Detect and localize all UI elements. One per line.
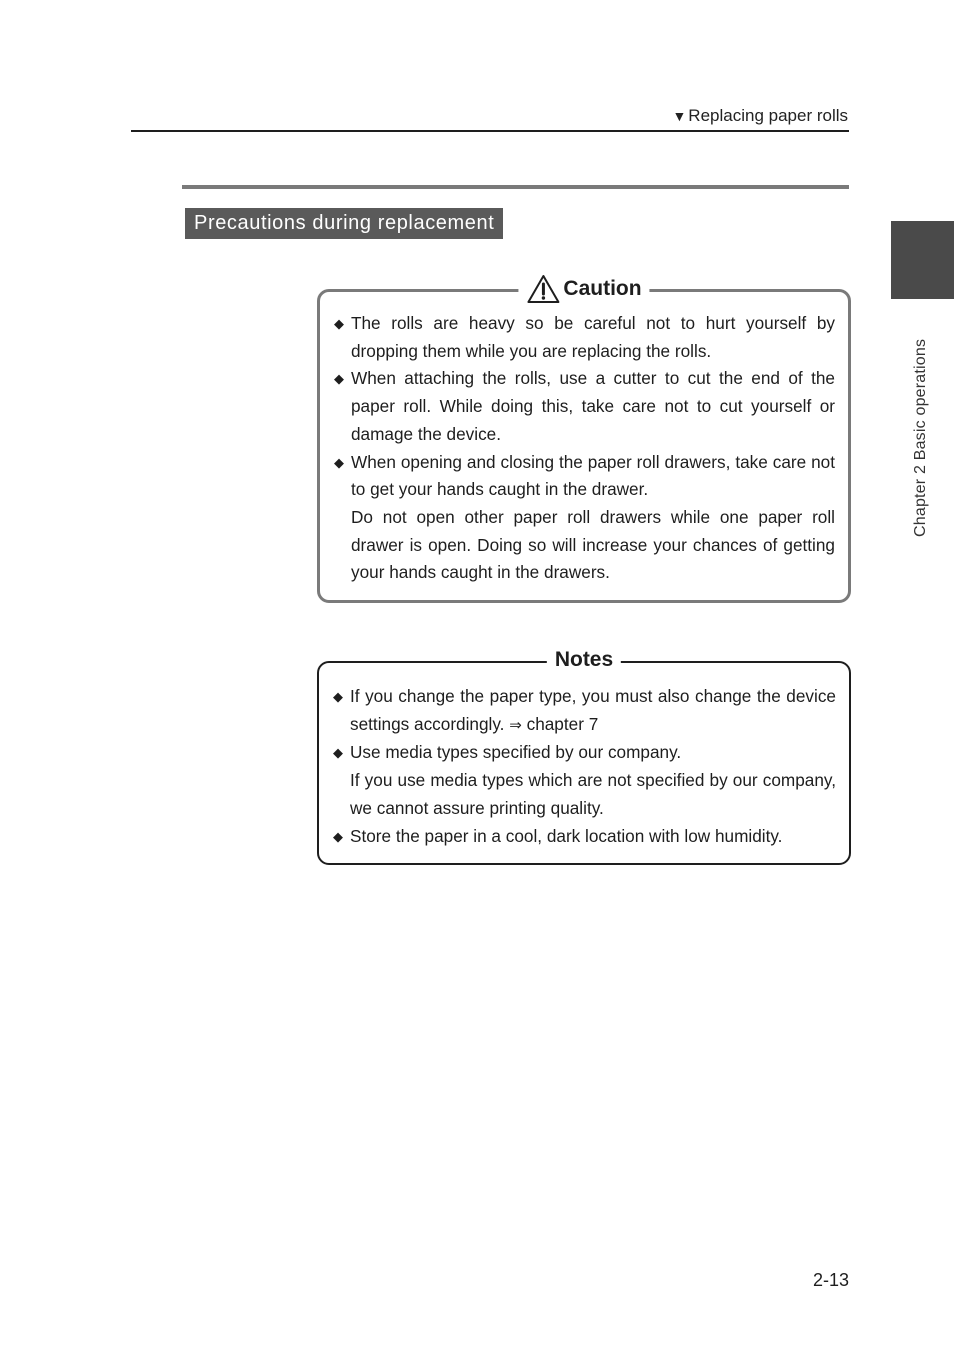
down-triangle-icon: ▼ [672,108,687,124]
caution-item-text: When opening and closing the paper roll drawers, take care not to get your hands caught in the drawer. [351,451,835,500]
section-divider [182,185,849,189]
running-header [672,106,848,126]
note-item [333,739,836,822]
note-item-text [350,683,836,739]
caution-item-text: The rolls are heavy so be careful not to hurt yourself by dropping them while you are replacing the rolls. [351,313,835,361]
diamond-bullet-icon: ◆ [334,316,344,331]
caution-title: Caution [563,277,642,300]
caution-item [334,365,835,448]
note-item-text: Store the paper in a cool, dark location with low humidity. [350,825,783,846]
caution-item-text: When attaching the rolls, use a cutter to cut the end of the paper roll. While doing this, take care not to cut yourself or damage the device. [351,368,835,444]
caution-list [334,310,835,587]
caution-item-text: Do not open other paper roll drawers while one paper roll drawer is open. Doing so will increase your chances of getting your hands caught in the drawers. [351,506,835,583]
caution-heading [518,274,649,304]
header-divider [131,130,849,132]
chapter-reference: chapter 7 [526,713,599,734]
chapter-tab [891,221,954,299]
diamond-bullet-icon: ◆ [333,689,343,704]
caution-box [317,277,851,603]
diamond-bullet-icon: ◆ [334,371,344,387]
notes-list [333,683,836,850]
note-item [333,683,836,739]
section-title: Precautions during replacement [185,208,503,239]
diamond-bullet-icon: ◆ [333,745,343,761]
chapter-side-label: Chapter 2 Basic operations [912,338,929,537]
notes-heading [547,648,621,672]
notes-title: Notes [554,648,614,671]
notes-box [317,648,851,865]
running-header-title: Replacing paper rolls [688,106,848,125]
diamond-bullet-icon: ◆ [333,828,343,844]
right-double-arrow-icon: ⇒ [509,716,522,734]
warning-triangle-icon [526,274,560,304]
note-item-text: If you use media types which are not specified by our company, we cannot assure printing quality. [350,770,836,818]
page-number: 2-13 [812,1270,849,1290]
caution-item [334,449,835,588]
note-text: If you change the paper type, you must also change the device settings accordingly. [350,686,836,734]
caution-item [334,310,835,365]
note-item-text: Use media types specified by our company. [350,742,682,763]
note-item [333,823,836,851]
diamond-bullet-icon: ◆ [334,454,344,470]
